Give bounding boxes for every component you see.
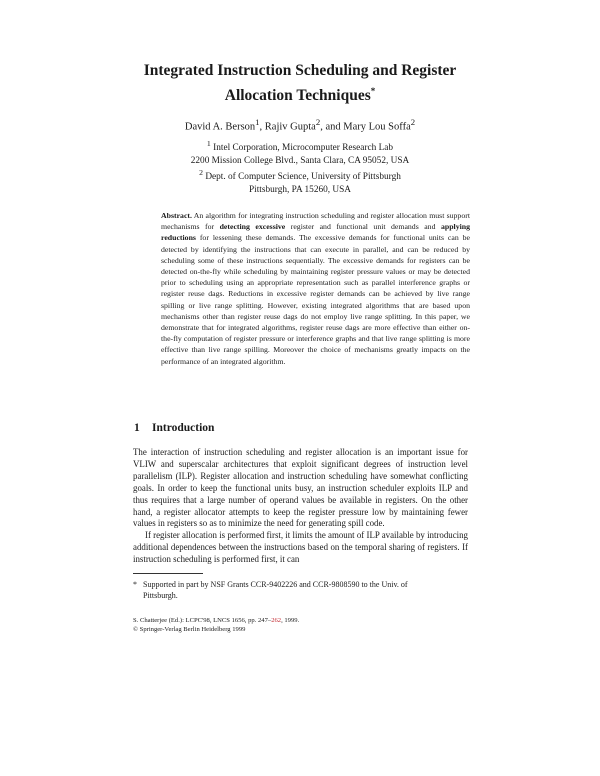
paragraph: If register allocation is performed first, it limits the amount of ILP available by introducing additional dependences between the instructions based on the temporal sharing of registers. If instruction scheduling is performed first, it can: [133, 530, 468, 565]
author-name: Mary Lou Soffa: [343, 121, 411, 133]
author-affil-mark: 2: [410, 117, 416, 127]
abstract-text: An algorithm for integrating instruction scheduling and register allocation must support mechanisms for: [161, 211, 470, 232]
author-name: Rajiv Gupta: [264, 121, 316, 133]
author-list: [90, 115, 510, 135]
title-footnote-mark: *: [370, 86, 376, 96]
affiliation-1: [90, 138, 510, 155]
affiliation-mark: 1: [206, 139, 211, 148]
affiliation-line: Intel Corporation, Microcomputer Research Lab: [213, 143, 394, 154]
copyright-line: © Springer-Verlag Berlin Heidelberg 1999: [133, 626, 246, 633]
section-body: [133, 447, 468, 566]
paper-title: [90, 60, 510, 106]
author-affil-mark: 1: [255, 117, 260, 127]
footnote-mark: *: [133, 580, 137, 589]
abstract-label: Abstract.: [161, 211, 192, 220]
affiliation-line: Dept. of Computer Science, University of Pittsburgh: [205, 172, 401, 183]
paragraph: The interaction of instruction scheduling and register allocation is an important issue for VLIW and superscalar architectures that exploit significant degrees of instruction level parallelism (ILP). Register allocation and instruction scheduling have somewhat conflicting goals. In order to keep the functional units busy, an instruction scheduler exploits ILP and thus requires that a large number of operand values be available in registers. On the other hand, a register allocator attempts to keep the register pressure low by maintaining fewer values in registers so as to minimize the need for generating spill code.: [133, 447, 468, 529]
citation-text: S. Chatterjee (Ed.): LCPC'98, LNCS 1656, pp. 247–: [133, 617, 272, 624]
footnote-text: Supported in part by NSF Grants CCR-9402226 and CCR-9808590 to the Univ. of: [143, 580, 408, 589]
citation-line: [133, 616, 473, 625]
footnote-divider: [133, 573, 203, 574]
footnote-text-cont: Pittsburgh.: [143, 591, 178, 600]
author-separator: ,: [259, 121, 265, 133]
abstract: [161, 210, 470, 367]
affiliation-1-address: 2200 Mission College Blvd., Santa Clara, CA 95052, USA: [190, 155, 410, 166]
section-title: Introduction: [152, 422, 215, 434]
page-range-link[interactable]: 262: [271, 617, 282, 624]
abstract-text: register and functional unit demands and: [285, 222, 441, 232]
title-line-1: Integrated Instruction Scheduling and Register: [143, 62, 457, 79]
abstract-text: for lessening these demands. The excessive demands for functional units can be detected by identifying the instructions that can execute in parallel, and can be reduced by scheduling some of these instructions sequentially. The excessive demands for registers can be detected on-the-fly while scheduling by maintaining register pressure values or may be detected prior to scheduling using an appropriate representation such as parallel interference graphs or register reuse dags. Reductions in excessive register demands can be achieved by live range spilling or live range splitting. However, existing integrated algorithms that are based upon mechanisms other than register reuse dags do not employ live range splitting. In this paper, we demonstrate that for integrated algorithms, register reuse dags are more effective than either on-the-fly computation of register pressure or interference graphs and that live range splitting is more effective than live range spilling. Moreover the choice of mechanisms greatly impacts on the performance of an integrated algorithm.: [161, 233, 470, 366]
affiliation-2-address: Pittsburgh, PA 15260, USA: [248, 184, 352, 195]
abstract-emphasis: detecting excessive: [219, 222, 286, 232]
section-heading: [134, 422, 214, 434]
citation-text: , 1999.: [281, 617, 300, 624]
affiliation-mark: 2: [199, 168, 203, 178]
section-number: 1: [134, 422, 140, 434]
footnote: [133, 579, 468, 601]
title-line-2: Allocation Techniques: [224, 87, 371, 105]
author-affil-mark: 2: [315, 117, 321, 127]
affiliations: [90, 138, 510, 196]
abstract-emphasis: applying reductions: [161, 222, 470, 243]
affiliation-2: [90, 167, 510, 184]
author-separator: , and: [320, 121, 344, 133]
author-name: David A. Berson: [184, 121, 256, 133]
publication-imprint: [133, 616, 473, 634]
